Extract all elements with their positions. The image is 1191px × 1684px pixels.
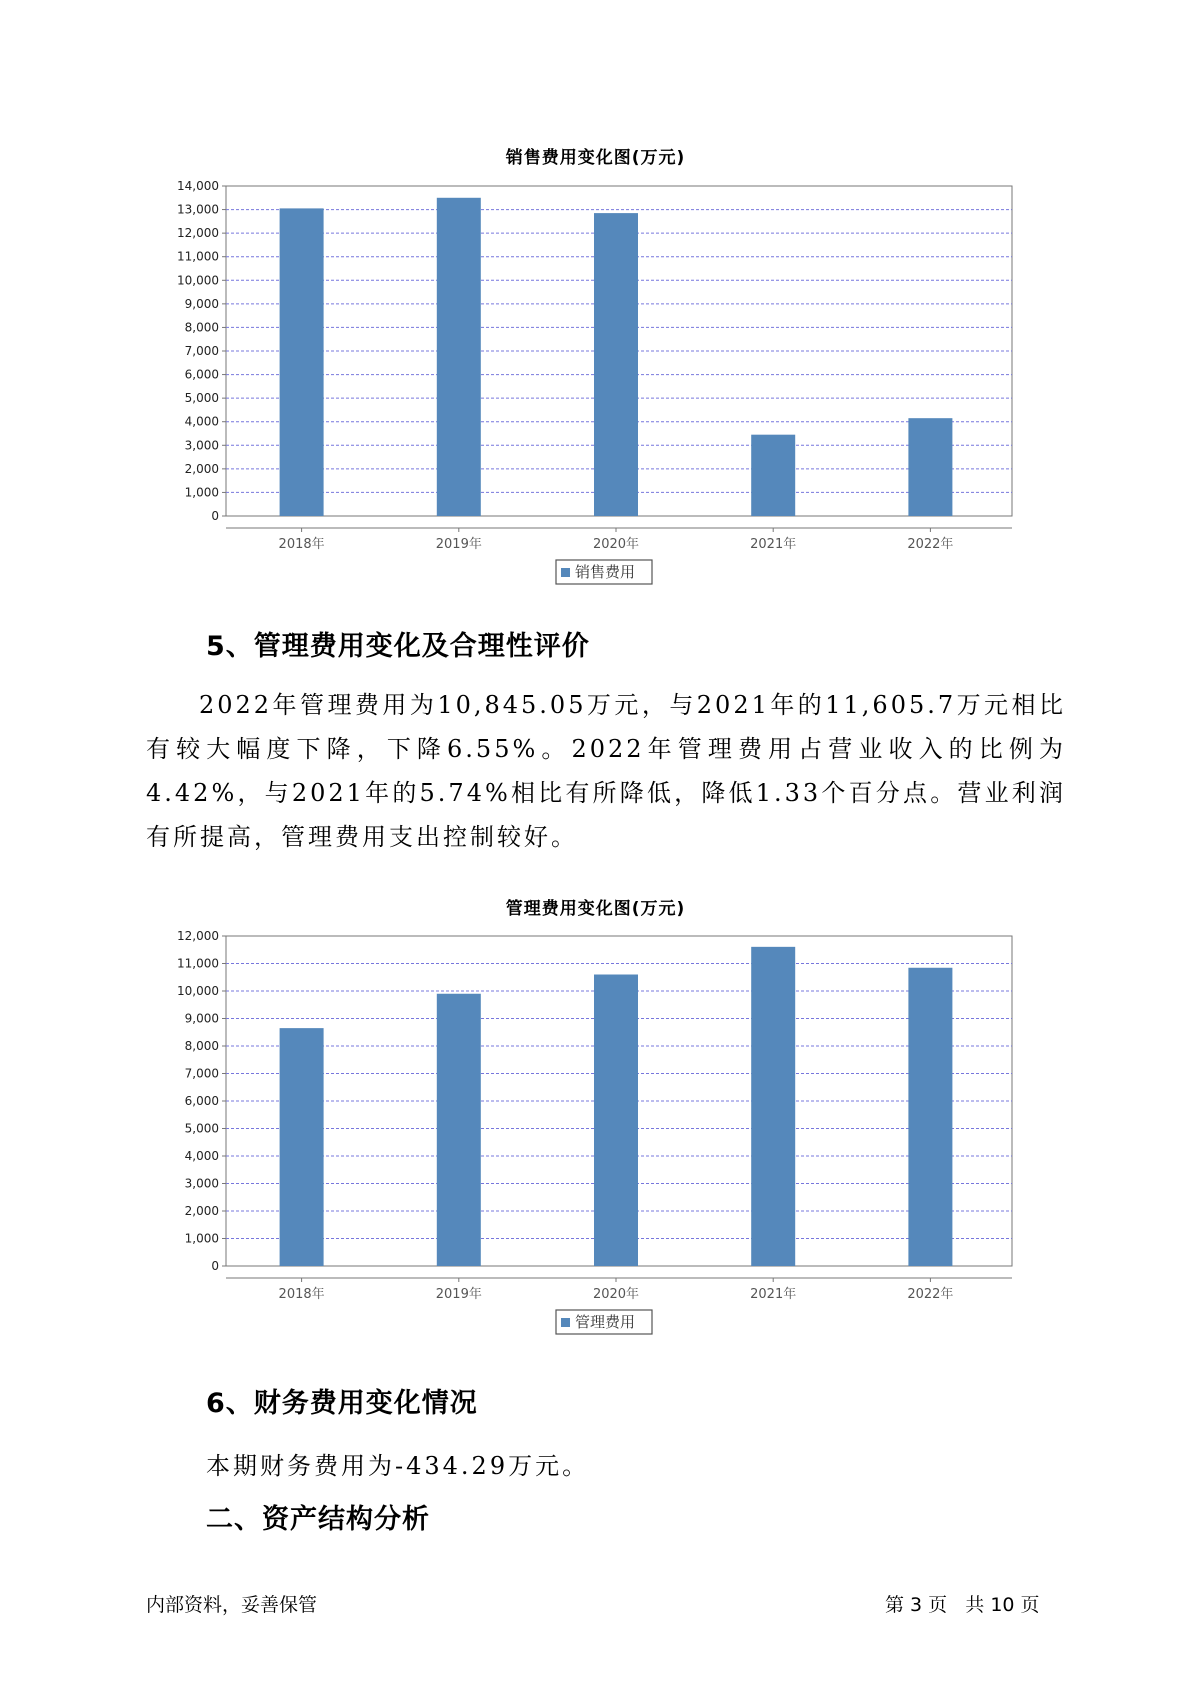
y-tick-label: 2,000 [184, 461, 219, 476]
section-5-paragraph: 2022年管理费用为10,845.05万元，与2021年的11,605.7万元相比有较大幅度下降，下降6.55%。2022年管理费用占营业收入的比例为4.42%，与2021年的5.74%相比有所降低，降低1.33个百分点。营业利润有所提高，管理费用支出控制较好。 [146, 691, 1066, 851]
legend-swatch [561, 568, 570, 577]
y-tick-label: 7,000 [184, 1066, 219, 1081]
y-tick-label: 12,000 [177, 226, 219, 241]
x-tick-label: 2019年 [435, 1287, 482, 1302]
x-tick-label: 2022年 [907, 537, 954, 552]
y-tick-label: 0 [211, 1259, 219, 1273]
y-tick-label: 2,000 [184, 1204, 219, 1218]
y-tick-label: 5,000 [184, 1121, 219, 1136]
y-tick-label: 3,000 [184, 438, 219, 453]
chart1-title: 销售费用变化图(万元) [505, 148, 686, 168]
y-tick-label: 13,000 [177, 202, 219, 217]
y-tick-label: 14,000 [177, 179, 219, 193]
y-tick-label: 11,000 [177, 956, 219, 971]
x-tick-label: 2022年 [907, 1287, 954, 1302]
x-tick-label: 2021年 [750, 537, 797, 552]
bar-2019年 [437, 198, 481, 516]
bar-2018年 [280, 1028, 324, 1266]
y-tick-label: 10,000 [177, 273, 219, 288]
legend-label: 销售费用 [575, 563, 636, 581]
y-tick-label: 7,000 [184, 344, 219, 358]
bar-2020年 [594, 213, 638, 516]
bar-2022年 [908, 968, 952, 1266]
y-tick-label: 0 [211, 509, 219, 523]
sales-expense-chart [0, 170, 1191, 594]
y-tick-label: 8,000 [184, 320, 219, 335]
x-tick-label: 2020年 [592, 1287, 640, 1302]
y-tick-label: 1,000 [184, 1231, 219, 1246]
chart-svg [0, 170, 1191, 590]
chart2-title: 管理费用变化图(万元) [505, 899, 686, 919]
y-tick-label: 6,000 [184, 367, 219, 382]
bar-2021年 [751, 435, 795, 516]
y-tick-label: 4,000 [184, 1149, 219, 1163]
section-6-text: 本期财务费用为-434.29万元。 [206, 1452, 590, 1480]
bar-2020年 [594, 975, 638, 1267]
section-two-heading: 二、资产结构分析 [206, 1504, 430, 1535]
section-6-heading: 6、财务费用变化情况 [206, 1388, 478, 1419]
y-tick-label: 9,000 [184, 296, 219, 311]
y-tick-label: 11,000 [177, 249, 219, 264]
section-5-heading: 5、管理费用变化及合理性评价 [206, 631, 590, 662]
x-tick-label: 2018年 [278, 1287, 325, 1302]
bar-2019年 [437, 994, 481, 1266]
bar-2018年 [280, 208, 324, 516]
legend-label: 管理费用 [575, 1313, 636, 1331]
x-tick-label: 2020年 [592, 537, 640, 552]
footer-confidential-note: 内部资料，妥善保管 [146, 1594, 318, 1616]
bar-2022年 [908, 418, 952, 516]
y-tick-label: 4,000 [184, 414, 219, 429]
y-tick-label: 5,000 [184, 391, 219, 406]
y-tick-label: 8,000 [184, 1039, 219, 1053]
admin-expense-chart [0, 920, 1191, 1344]
footer-page-number: 第 3 页 共 10 页 [885, 1594, 1040, 1616]
y-tick-label: 12,000 [177, 929, 219, 943]
x-tick-label: 2018年 [278, 537, 325, 552]
x-tick-label: 2021年 [750, 1287, 797, 1302]
y-tick-label: 9,000 [184, 1011, 219, 1026]
legend-swatch [561, 1318, 570, 1327]
chart-svg [0, 920, 1191, 1340]
bar-2021年 [751, 947, 795, 1266]
y-tick-label: 10,000 [177, 984, 219, 998]
x-tick-label: 2019年 [435, 537, 482, 552]
y-tick-label: 3,000 [184, 1176, 219, 1191]
y-tick-label: 1,000 [184, 485, 219, 500]
y-tick-label: 6,000 [184, 1094, 219, 1108]
